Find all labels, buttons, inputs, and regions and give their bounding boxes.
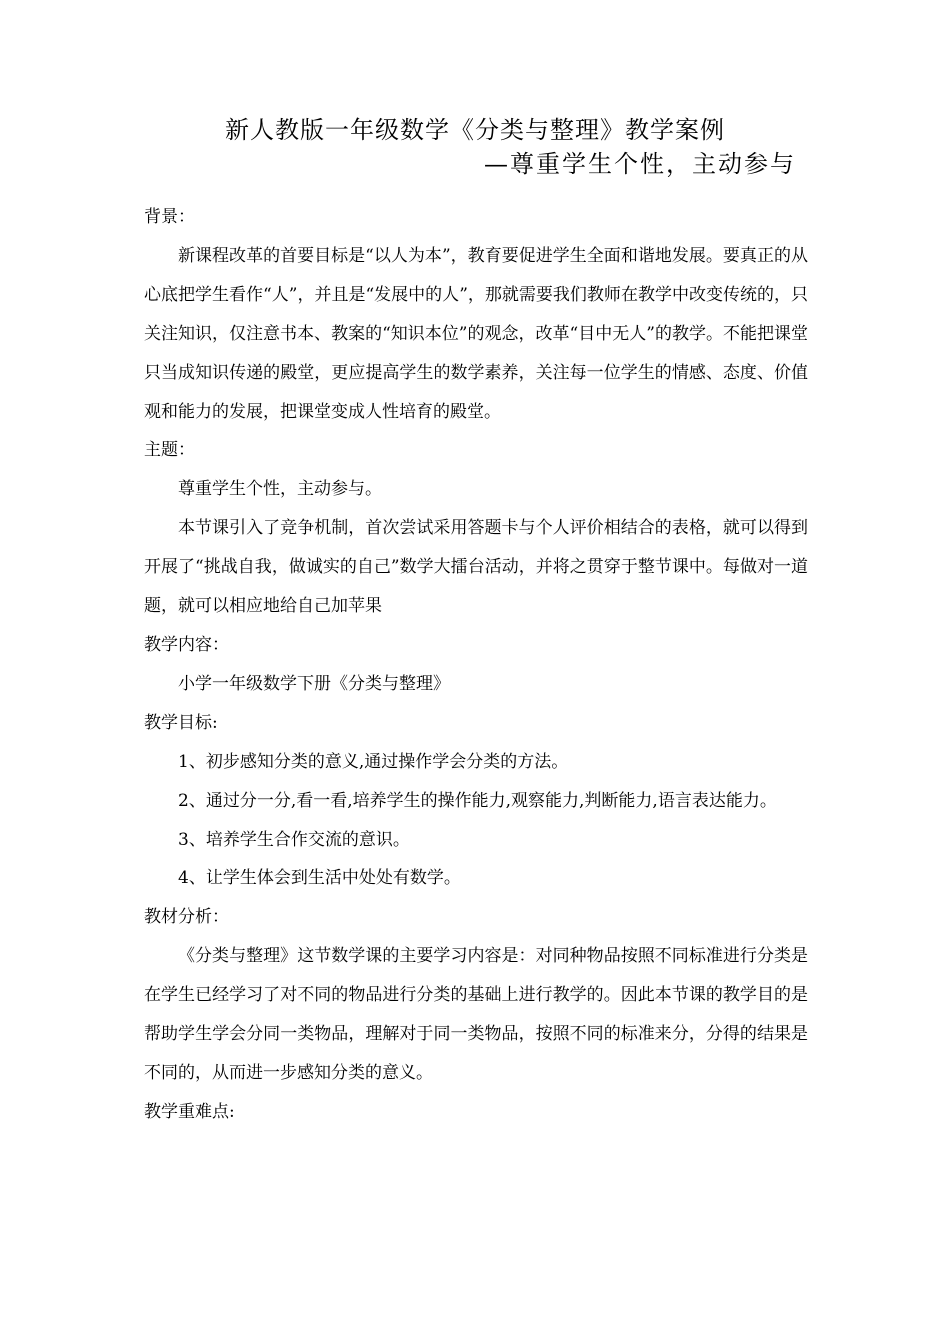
section-heading: 教学内容： — [144, 634, 229, 655]
list-item: 2、通过分一分,看一看,培养学生的操作能力,观察能力,判断能力,语言表达能力。 — [178, 790, 777, 811]
document-body — [144, 198, 808, 1132]
list-item: 4、让学生体会到生活中处处有数学。 — [178, 868, 461, 889]
section-heading: 背景： — [144, 207, 195, 227]
list-item: 1、初步感知分类的意义,通过操作学会分类的方法。 — [178, 751, 569, 772]
section-content — [144, 626, 808, 704]
section-heading: 教材分析： — [144, 907, 229, 928]
section-analysis — [144, 898, 808, 1093]
paragraph: 尊重学生个性，主动参与。 — [178, 479, 382, 500]
section-heading: 主题： — [144, 440, 195, 461]
section-heading: 教学目标: — [144, 712, 218, 733]
paragraph: 新课程改革的首要目标是“以人为本”，教育要促进学生全面和谐地发展。要真正的从心底把学生看作“人”，并且是“发展中的人”，那就需要我们教师在教学中改变传统的，只关注知识，仅注意书本、教案的“知识本位”的观念，改革“目中无人”的教学。不能把课堂只当成知识传递的殿堂，更应提高学生的数学素养，关注每一位学生的情感、态度、价值观和能力的发展，把课堂变成人性培育的殿堂。 — [144, 245, 808, 422]
paragraph: 本节课引入了竞争机制，首次尝试采用答题卡与个人评价相结合的表格，就可以得到开展了“挑战自我，做诚实的自己”数学大擂台活动，并将之贯穿于整节课中。每做对一道题，就可以相应地给自己加苹果 — [144, 518, 808, 617]
section-difficulties — [144, 1093, 808, 1132]
paragraph: 小学一年级数学下册《分类与整理》 — [178, 673, 450, 694]
paragraph: 《分类与整理》这节数学课的主要学习内容是：对同种物品按照不同标准进行分类是在学生已经学习了对不同的物品进行分类的基础上进行教学的。因此本节课的教学目的是帮助学生学会分同一类物品，理解对于同一类物品，按照不同的标准来分，分得的结果是不同的，从而进一步感知分类的意义。 — [144, 946, 808, 1083]
section-goals — [144, 704, 808, 899]
section-theme — [144, 431, 808, 626]
document-subtitle: —尊重学生个性，主动参与 — [484, 150, 796, 178]
document-title: 新人教版一年级数学《分类与整理》教学案例 — [225, 116, 725, 144]
section-background — [144, 198, 808, 431]
section-heading: 教学重难点: — [144, 1101, 235, 1122]
list-item: 3、培养学生合作交流的意识。 — [178, 829, 410, 850]
